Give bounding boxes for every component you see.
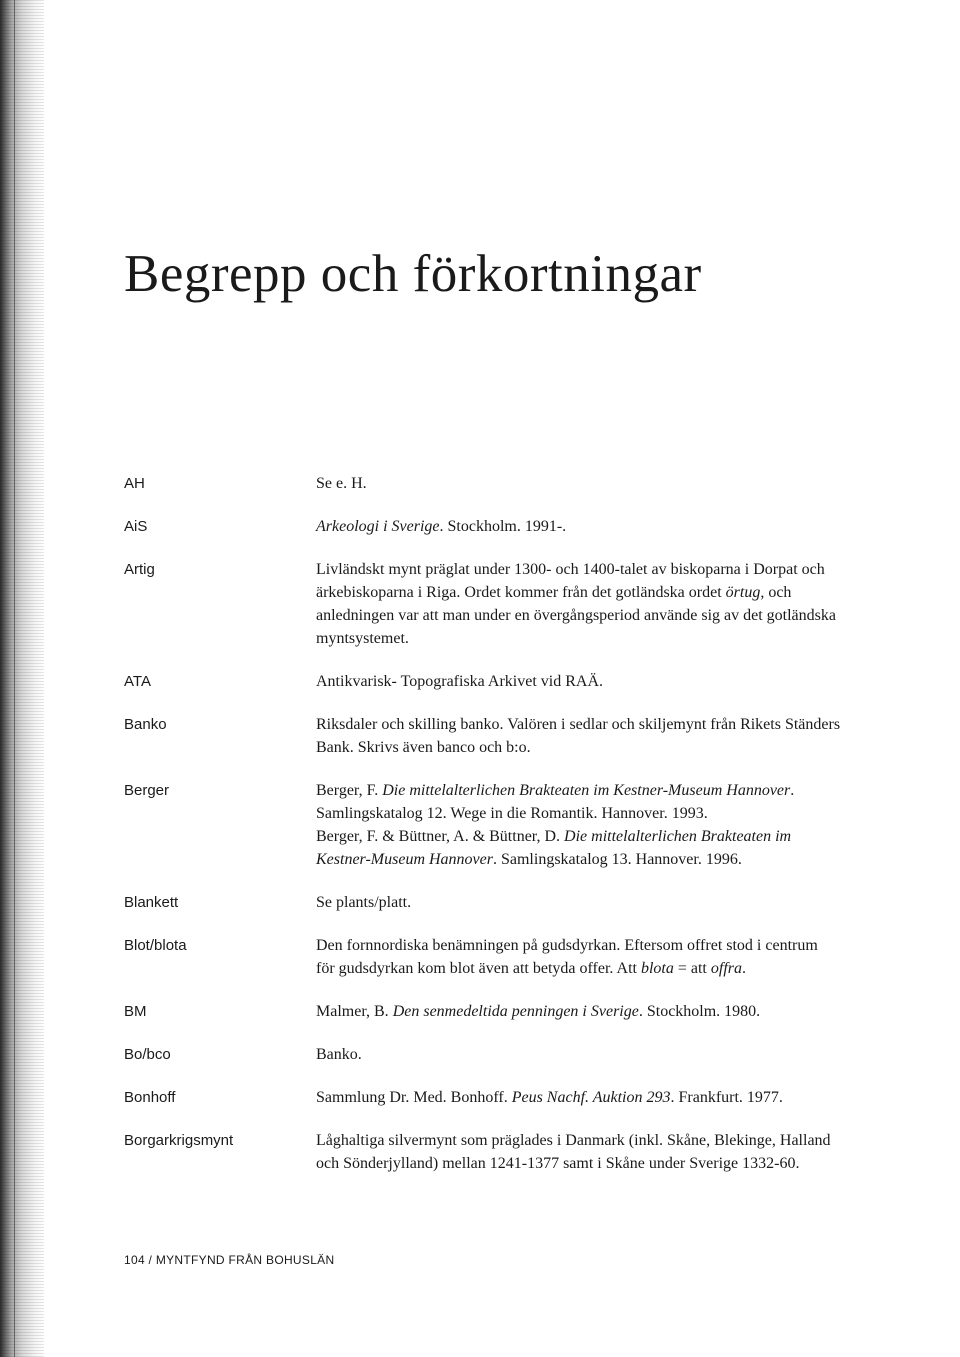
text: Berger, F.	[316, 782, 383, 799]
glossary-entry	[124, 1000, 904, 1023]
glossary-definition	[316, 891, 904, 914]
glossary-term: Bonhoff	[124, 1089, 176, 1106]
definition-line	[316, 736, 904, 759]
italic-text: Die mittelalterlichen Brakteaten im	[564, 828, 792, 845]
text: , och	[760, 584, 792, 601]
definition-line	[316, 670, 904, 693]
glossary-entry	[124, 1086, 904, 1109]
glossary-definition	[316, 1086, 904, 1109]
text: Livländskt mynt präglat under 1300- och 1400-talet av biskoparna i Dorpat och	[316, 561, 825, 578]
definition-line	[316, 848, 904, 871]
text: myntsystemet.	[316, 630, 409, 647]
italic-text: Peus Nachf. Auktion 293	[511, 1089, 671, 1106]
glossary-definition	[316, 713, 904, 759]
definition-line	[316, 957, 904, 980]
glossary-term: AiS	[124, 518, 148, 535]
glossary-definition	[316, 670, 904, 693]
glossary-entry	[124, 515, 904, 538]
definition-line	[316, 713, 904, 736]
glossary-term: Blot/blota	[124, 937, 187, 954]
glossary-term: Blankett	[124, 894, 179, 911]
text: anledningen var att man under en övergångsperiod använde sig av det gotländska	[316, 607, 836, 624]
book-binding-shadow	[0, 0, 44, 1357]
definition-line	[316, 1043, 904, 1066]
glossary-entry	[124, 1129, 904, 1175]
italic-text: Arkeologi i Sverige	[316, 518, 440, 535]
glossary-term: Banko	[124, 716, 167, 733]
text: Malmer, B.	[316, 1003, 393, 1020]
text: Se plants/platt.	[316, 894, 412, 911]
page-title: Begrepp och förkortningar	[124, 245, 702, 303]
glossary-entry	[124, 934, 904, 980]
definition-line	[316, 934, 904, 957]
italic-text: Kestner-Museum Hannover	[316, 851, 493, 868]
definition-line	[316, 604, 904, 627]
text: Den fornnordiska benämningen på gudsdyrkan. Eftersom offret stod i centrum	[316, 937, 818, 954]
text: och Sönderjylland) mellan 1241-1377 samt i Skåne under Sverige 1332-60.	[316, 1155, 800, 1172]
italic-text: blota	[640, 960, 674, 977]
text: . Samlingskatalog 13. Hannover. 1996.	[492, 851, 742, 868]
text: Sammlung Dr. Med. Bonhoff.	[316, 1089, 512, 1106]
definition-line	[316, 627, 904, 650]
text: Låghaltiga silvermynt som präglades i Danmark (inkl. Skåne, Blekinge, Halland	[316, 1132, 831, 1149]
definition-line	[316, 1129, 904, 1152]
text: .	[790, 782, 795, 799]
text: Berger, F. & Büttner, A. & Büttner, D.	[316, 828, 565, 845]
text: .	[742, 960, 746, 977]
definition-line	[316, 891, 904, 914]
glossary-definition	[316, 1043, 904, 1066]
glossary-entry	[124, 713, 904, 759]
text: . Frankfurt. 1977.	[670, 1089, 783, 1106]
definition-line	[316, 515, 904, 538]
definition-line	[316, 472, 904, 495]
glossary-definition	[316, 558, 904, 650]
glossary-entry	[124, 1043, 904, 1066]
glossary-entry	[124, 670, 904, 693]
glossary-definition	[316, 779, 904, 871]
text: Riksdaler och skilling banko. Valören i sedlar och skiljemynt från Rikets Ständers	[316, 716, 841, 733]
glossary-term: Artig	[124, 561, 155, 578]
text: Se e. H.	[316, 475, 367, 492]
glossary-term: AH	[124, 475, 145, 492]
italic-text: offra	[710, 960, 742, 977]
glossary-term: Berger	[124, 782, 170, 799]
text: Bank. Skrivs även banco och b:o.	[316, 739, 531, 756]
glossary-term: Borgarkrigsmynt	[124, 1132, 234, 1149]
glossary-entry	[124, 558, 904, 650]
glossary-entry	[124, 891, 904, 914]
italic-text: örtug	[725, 584, 761, 601]
glossary-list	[124, 472, 904, 1195]
glossary-definition	[316, 934, 904, 980]
definition-line	[316, 1086, 904, 1109]
text: Antikvarisk- Topografiska Arkivet vid RAÄ.	[316, 673, 603, 690]
text: = att	[673, 960, 711, 977]
glossary-term: BM	[124, 1003, 147, 1020]
text: Samlingskatalog 12. Wege in die Romantik. Hannover. 1993.	[316, 805, 708, 822]
definition-line	[316, 802, 904, 825]
definition-line	[316, 825, 904, 848]
definition-line	[316, 779, 904, 802]
glossary-definition	[316, 1000, 904, 1023]
glossary-definition	[316, 1129, 904, 1175]
glossary-term: Bo/bco	[124, 1046, 171, 1063]
italic-text: Den senmedeltida penningen i Sverige	[392, 1003, 639, 1020]
text: ärkebiskoparna i Riga. Ordet kommer från det gotländska ordet	[316, 584, 726, 601]
definition-line	[316, 1152, 904, 1175]
glossary-definition	[316, 472, 904, 495]
definition-line	[316, 558, 904, 581]
glossary-entry	[124, 472, 904, 495]
definition-line	[316, 1000, 904, 1023]
glossary-term: ATA	[124, 673, 151, 690]
text: . Stockholm. 1980.	[638, 1003, 761, 1020]
text: Banko.	[316, 1046, 362, 1063]
text: för gudsdyrkan kom blot även att betyda offer. Att	[316, 960, 641, 977]
book-binding-edge	[14, 0, 15, 1357]
glossary-entry	[124, 779, 904, 871]
italic-text: Die mittelalterlichen Brakteaten im Kestner-Museum Hannover	[382, 782, 791, 799]
text: . Stockholm. 1991-.	[439, 518, 567, 535]
glossary-definition	[316, 515, 904, 538]
page-footer: 104 / MYNTFYND FRÅN BOHUSLÄN	[124, 1253, 335, 1267]
definition-line	[316, 581, 904, 604]
